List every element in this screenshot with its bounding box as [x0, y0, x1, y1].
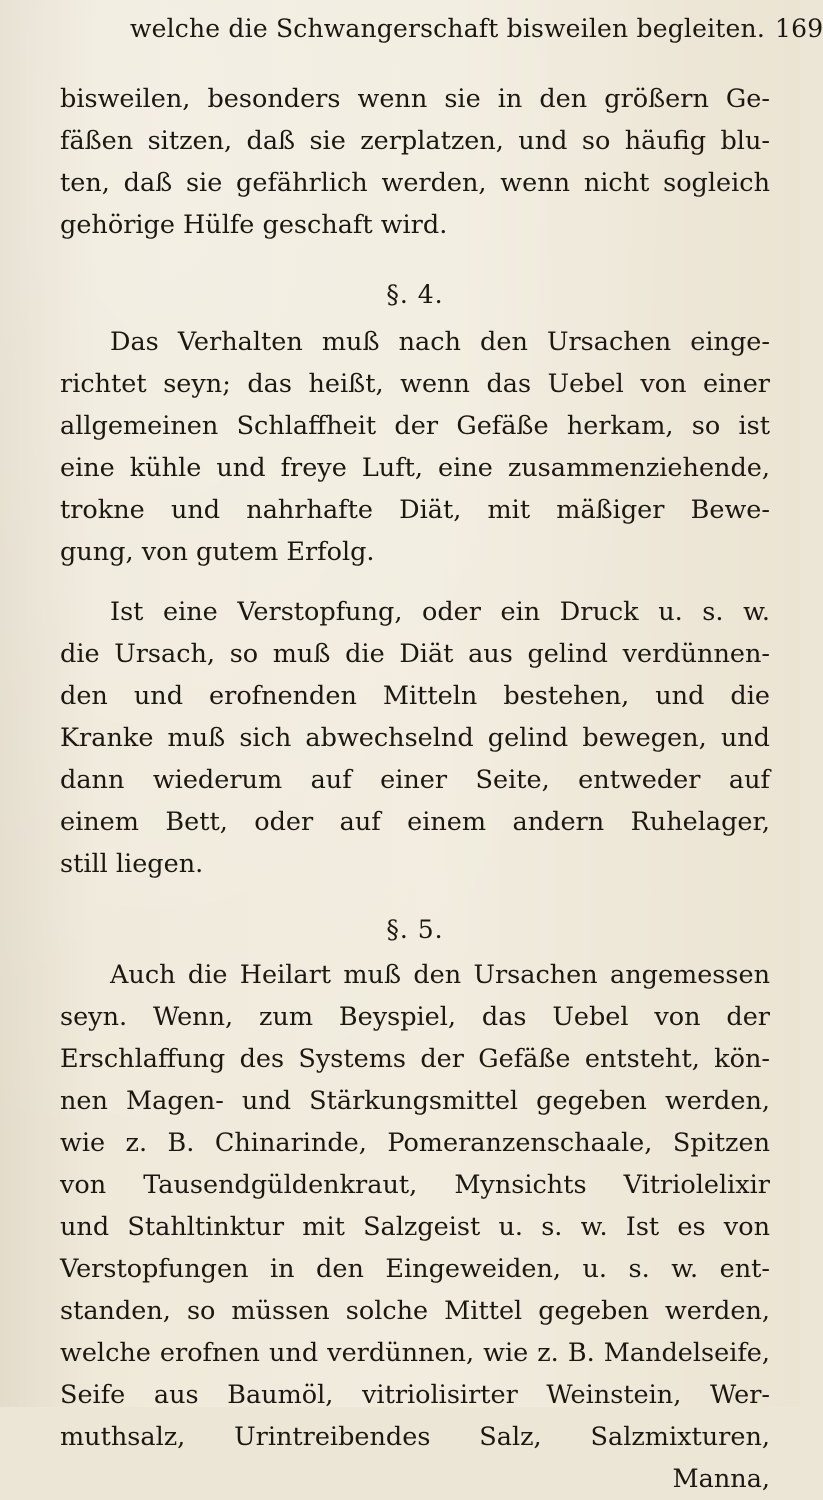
- text-line: Ist eine Verstopfung, oder ein Druck u. s. w.: [110, 597, 770, 627]
- text-line: und Stahltinktur mit Salzgeist u. s. w. Ist es von: [60, 1212, 770, 1242]
- text-line: standen, so müssen solche Mittel gegeben werden,: [60, 1296, 770, 1326]
- text-line: Erschlaffung des Systems der Gefäße entsteht, kön-: [60, 1044, 770, 1074]
- text-line: muthsalz, Urintreibendes Salz, Salzmixturen,: [60, 1422, 770, 1452]
- paragraph-gap: [60, 573, 770, 591]
- catchword: Manna,: [672, 1464, 770, 1494]
- text-line: trokne und nahrhafte Diät, mit mäßiger Bewe-: [60, 495, 770, 525]
- text-line: eine kühle und freye Luft, eine zusammenziehende,: [60, 453, 770, 483]
- text-line: Das Verhalten muß nach den Ursachen einge-: [110, 327, 770, 357]
- text-line: Kranke muß sich abwechselnd gelind bewegen, und: [60, 723, 770, 753]
- page-number: 169: [774, 14, 823, 43]
- text-line: Seife aus Baumöl, vitriolisirter Weinstein, Wer-: [60, 1380, 770, 1410]
- text-line: gehörige Hülfe geschaft wird.: [60, 210, 448, 240]
- running-header: [130, 14, 823, 43]
- section-5-paragraph-1: [60, 954, 770, 1500]
- section-heading-5: §. 5.: [386, 915, 444, 944]
- text-line: bisweilen, besonders wenn sie in den größern Ge-: [60, 84, 770, 114]
- text-line: seyn. Wenn, zum Beyspiel, das Uebel von der: [60, 1002, 770, 1032]
- intro-paragraph: [60, 78, 770, 246]
- text-line: die Ursach, so muß die Diät aus gelind verdünnen-: [60, 639, 770, 669]
- text-line: ten, daß sie gefährlich werden, wenn nicht sogleich: [60, 168, 770, 198]
- text-line: Verstopfungen in den Eingeweiden, u. s. w. ent-: [60, 1254, 770, 1284]
- text-line: richtet seyn; das heißt, wenn das Uebel von einer: [60, 369, 770, 399]
- section-heading-4: §. 4.: [386, 280, 444, 309]
- text-line: wie z. B. Chinarinde, Pomeranzenschaale, Spitzen: [60, 1128, 770, 1158]
- text-line: Auch die Heilart muß den Ursachen angemessen: [110, 960, 770, 990]
- text-line: still liegen.: [60, 849, 204, 879]
- text-line: fäßen sitzen, daß sie zerplatzen, und so häufig blu-: [60, 126, 770, 156]
- section-4-paragraph-2: [60, 591, 770, 885]
- text-line: den und erofnenden Mitteln bestehen, und die: [60, 681, 770, 711]
- body-text: [60, 78, 770, 1500]
- text-line: gung, von gutem Erfolg.: [60, 537, 375, 567]
- text-line: von Tausendgüldenkraut, Mynsichts Vitriolelixir: [60, 1170, 770, 1200]
- text-line: welche erofnen und verdünnen, wie z. B. Mandelseife,: [60, 1338, 770, 1368]
- text-line: nen Magen- und Stärkungsmittel gegeben werden,: [60, 1086, 770, 1116]
- text-line: allgemeinen Schlaffheit der Gefäße herkam, so ist: [60, 411, 770, 441]
- section-4-paragraph-1: [60, 321, 770, 573]
- text-line: einem Bett, oder auf einem andern Ruhelager,: [60, 807, 770, 837]
- running-title: welche die Schwangerschaft bisweilen begleiten.: [130, 14, 765, 43]
- text-line: dann wiederum auf einer Seite, entweder auf: [60, 765, 770, 795]
